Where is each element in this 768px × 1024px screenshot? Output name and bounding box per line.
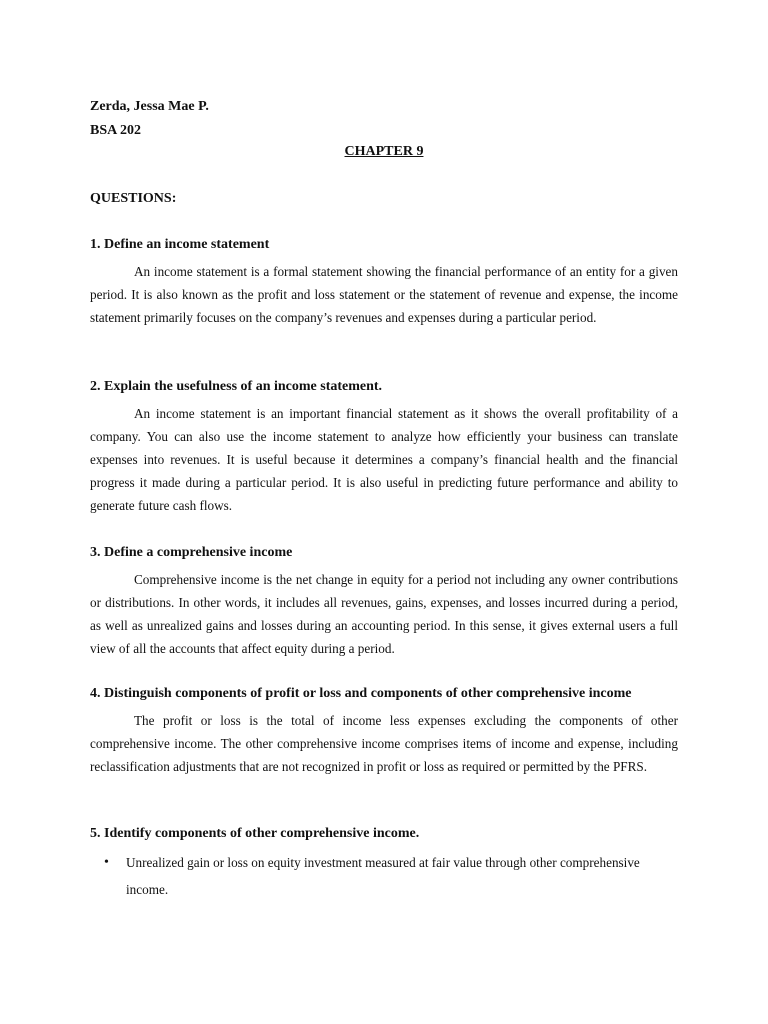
question-answer: Comprehensive income is the net change in equity for a period not including any owner contributions or distributions. In other words, it includes all revenues, gains, expenses, and losses incurred during a period, as well as unrealized gains and losses during an accounting period. In this sense, it gives external users a full view of all the accounts that affect equity during a period.: [90, 572, 678, 656]
student-section: BSA 202: [90, 123, 141, 138]
student-name: Zerda, Jessa Mae P.: [90, 99, 209, 114]
question-5: [90, 825, 678, 903]
bullet-list: [90, 849, 678, 903]
question-title: 3. Define a comprehensive income: [90, 545, 293, 560]
question-answer: An income statement is a formal statement showing the financial performance of an entity for a given period. It is also known as the profit and loss statement or the statement of revenue and expense, the income statement primarily focuses on the company’s revenues and expenses during a particular period.: [90, 264, 678, 325]
question-4: [90, 685, 678, 778]
question-3: [90, 544, 678, 660]
question-answer: An income statement is an important financial statement as it shows the overall profitability of a company. You can also use the income statement to analyze how efficiently your business can translate expenses into revenues. It is useful because it determines a company’s financial health and the financial progress it made during a particular period. It is also useful in predicting future performance and ability to generate future cash flows.: [90, 406, 678, 513]
question-1: [90, 236, 678, 329]
chapter-title: CHAPTER 9: [344, 144, 424, 159]
questions-label: QUESTIONS:: [90, 191, 177, 206]
question-title: 2. Explain the usefulness of an income statement.: [90, 379, 383, 394]
question-2: [90, 378, 678, 517]
list-item-text: Unrealized gain or loss on equity investment measured at fair value through other comprehensive income.: [126, 855, 640, 897]
question-title: 1. Define an income statement: [90, 237, 270, 252]
question-title: 4. Distinguish components of profit or loss and components of other comprehensive income: [90, 686, 632, 701]
question-title: 5. Identify components of other comprehensive income.: [90, 826, 420, 841]
bullet-icon: •: [104, 855, 109, 870]
question-answer: The profit or loss is the total of income less expenses excluding the components of other comprehensive income. The other comprehensive income comprises items of income and expense, including reclassification adjustments that are not recognized in profit or loss as required or permitted by the PFRS.: [90, 713, 678, 774]
list-item: [90, 849, 678, 903]
